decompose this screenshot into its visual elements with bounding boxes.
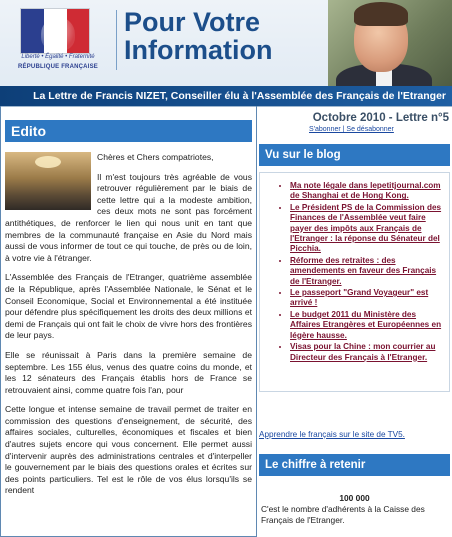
blog-link[interactable]: • Le Président PS de la Commission des Finances de l'Assemblée veut faire payer des impôts aux Français de l'Etranger : la réponse du Sénateur del Picchia.: [290, 203, 445, 255]
chiffre-text: C'est le nombre d'adhérents à la Caisse des Français de l'Etranger.: [261, 504, 425, 525]
edito-paragraph: Il m'est toujours très agréable de vous retrouver régulièrement par le biais de cette lettre qui a la modeste ambition, ces deux mots ne sont pas forcément antithétiques, de renforcer le lien qui nous unit en tant que membres de la communauté française en Asie du Nord mais aussi de vous informer de tout ce qui touche, de près ou de loin, à votre vie à l'étranger.: [5, 171, 252, 263]
blog-section-title: Vu sur le blog: [259, 144, 450, 166]
header-divider: [116, 10, 117, 70]
blog-link[interactable]: • Réforme des retraites : des amendements en faveur des Français de l'Etranger.: [290, 256, 445, 287]
newsletter-header: [0, 0, 452, 107]
tricolor-flag-icon: [20, 8, 90, 54]
issue-label: Octobre 2010 - Lettre n°5: [312, 112, 449, 124]
blog-list: [260, 181, 449, 363]
chiffre-number: 100 000: [339, 493, 370, 503]
tagline-banner: La Lettre de Francis NIZET, Conseiller élu à l'Assemblée des Français de l'Etranger: [0, 86, 452, 106]
assembly-photo: [5, 152, 91, 210]
tv5-link[interactable]: Apprendre le français sur le site de TV5.: [259, 430, 405, 439]
edito-paragraph: Cette longue et intense semaine de travail permet de traiter en commission des questions d'enseignement, de sécurité, des affaires sociales, culturelles, économiques et fiscales et bien d'autres sujets encore qui vous concernent. Elle permet aussi d'intervenir auprès des administrations centrales et d'interpeller le gouvernement par le biais des questions orales et écrites sur des points particuliers. Tel est le rôle de vos élus lorsqu'ils se rendent: [5, 404, 252, 496]
masthead-title: [124, 8, 273, 64]
republique-francaise-logo: [14, 8, 102, 80]
blog-link[interactable]: • Le budget 2011 du Ministère des Affaires Etrangères et Européennes en légère hausse.: [290, 310, 445, 341]
blog-link[interactable]: • Ma note légale dans lepetitjournal.com de Shanghai et de Hong Kong.: [290, 181, 445, 202]
blog-link[interactable]: • Visas pour la Chine : mon courrier au Directeur des Français à l'Etranger.: [290, 342, 445, 363]
marianne-icon: [41, 17, 75, 51]
edito-body: [1, 142, 256, 497]
masthead-line-2: Information: [124, 35, 273, 65]
blog-link[interactable]: • Le passeport "Grand Voyageur" est arrivé !: [290, 288, 445, 309]
logo-motto: Liberté • Égalité • Fraternité: [21, 54, 95, 60]
edito-title: Edito: [5, 120, 252, 142]
logo-republique: RÉPUBLIQUE FRANÇAISE: [17, 64, 98, 70]
edito-paragraph: Elle se réunissait à Paris dans la première semaine de septembre. Les 155 élus, venus des quatre coins du monde, et les 12 sénateurs des Français établis hors de France se retrouvaient ainsi, comme quatre fois l'an, pour: [5, 349, 252, 395]
chiffre-section-title: Le chiffre à retenir: [259, 454, 450, 476]
edito-greeting: Chères et Chers compatriotes,: [97, 152, 214, 162]
subscribe-links[interactable]: S'abonner | Se désabonner: [309, 126, 394, 133]
masthead-line-1: Pour Votre: [124, 7, 261, 37]
sidebar-column: [257, 106, 452, 537]
edito-paragraph: L'Assemblée des Français de l'Etranger, quatrième assemblée de la République, après l'Assemblée Nationale, le Sénat et le Conseil Economique, Social et Environnemental a été instituée pour défendre plus spécifiquement les droits des deux millions et demi de Français qui ont fait le choix de vivre hors des frontières de leur pays.: [5, 272, 252, 341]
author-portrait: [328, 0, 452, 86]
blog-links-box: [259, 172, 450, 392]
edito-column: [0, 106, 257, 537]
